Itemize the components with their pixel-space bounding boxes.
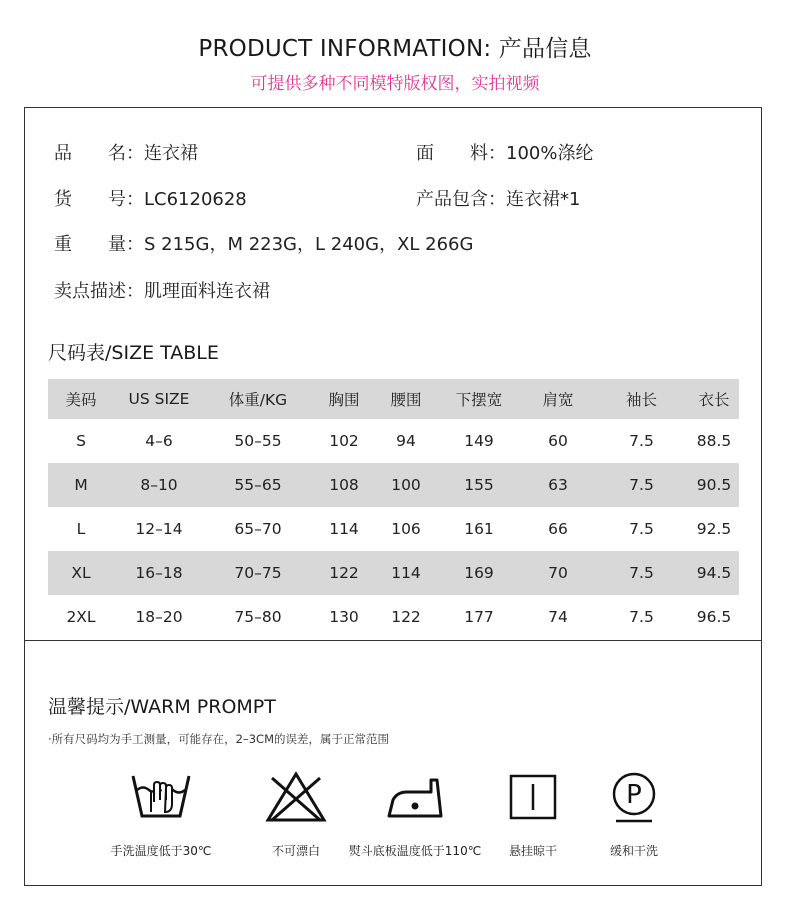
page-subtitle: 可提供多种不同模特版权图，实拍视频 — [250, 74, 540, 94]
table-cell: 75–80 — [234, 608, 282, 626]
table-cell: 102 — [329, 432, 359, 450]
table-cell: 50–55 — [234, 432, 282, 450]
hand-wash-icon — [129, 770, 193, 824]
section-divider — [24, 640, 762, 641]
table-cell: 122 — [329, 564, 359, 582]
table-cell: 122 — [391, 608, 421, 626]
table-cell: 8–10 — [140, 476, 178, 494]
table-cell: 108 — [329, 476, 359, 494]
table-cell: 60 — [548, 432, 568, 450]
table-cell: 63 — [548, 476, 568, 494]
table-cell: 92.5 — [696, 520, 732, 538]
svg-text:P: P — [626, 780, 642, 810]
table-cell: 16–18 — [135, 564, 183, 582]
info-name-value: 连衣裙 — [144, 143, 198, 164]
header-cell: 腰围 — [390, 391, 422, 409]
header-cell: 体重/KG — [228, 391, 288, 409]
table-cell: 96.5 — [696, 608, 732, 626]
care-label: 悬挂晾干 — [508, 844, 557, 858]
info-selling-point — [54, 277, 270, 303]
table-cell: 114 — [391, 564, 421, 582]
table-cell: 7.5 — [629, 564, 654, 582]
table-cell: 55–65 — [234, 476, 282, 494]
table-cell: 100 — [391, 476, 421, 494]
table-cell: 66 — [548, 520, 568, 538]
table-cell: 70 — [548, 564, 568, 582]
table-cell: 18–20 — [135, 608, 183, 626]
care-item-hand-wash — [91, 770, 231, 859]
table-cell: 7.5 — [629, 608, 654, 626]
care-item-dry-clean — [564, 770, 704, 859]
table-cell: 114 — [329, 520, 359, 538]
info-sku-label: 货 号： — [54, 189, 144, 210]
table-cell: 90.5 — [696, 476, 732, 494]
size-table-header — [48, 379, 739, 419]
info-fabric-value: 100%涤纶 — [506, 143, 594, 164]
info-sku — [54, 185, 247, 211]
info-fabric-label: 面 料： — [416, 143, 506, 164]
info-contents-value: 连衣裙*1 — [506, 189, 581, 210]
table-cell: M — [74, 476, 88, 494]
table-cell: 7.5 — [629, 520, 654, 538]
table-cell: 106 — [391, 520, 421, 538]
table-row — [48, 551, 739, 595]
care-label: 不可漂白 — [271, 844, 320, 858]
info-contents-label: 产品包含： — [416, 189, 506, 210]
size-table — [48, 379, 739, 639]
page-title: PRODUCT INFORMATION: 产品信息 — [198, 36, 592, 62]
table-cell: 169 — [464, 564, 494, 582]
table-cell: 7.5 — [629, 476, 654, 494]
no-bleach-icon — [264, 770, 328, 824]
care-label: 熨斗底板温度低于110℃ — [348, 844, 482, 858]
info-contents — [416, 185, 580, 211]
warm-prompt-title: 温馨提示/WARM PROMPT — [48, 696, 276, 718]
table-cell: 4–6 — [145, 432, 173, 450]
table-cell: 2XL — [66, 608, 96, 626]
info-sku-value: LC6120628 — [144, 189, 247, 210]
table-cell: L — [76, 520, 86, 538]
header-cell: 美码 — [65, 391, 97, 409]
table-row — [48, 507, 739, 551]
info-fabric — [416, 139, 593, 165]
table-cell: 70–75 — [234, 564, 282, 582]
table-cell: XL — [71, 564, 91, 582]
table-cell: 88.5 — [696, 432, 732, 450]
header-cell: 胸围 — [328, 391, 360, 409]
measurement-note: ·所有尺码均为手工测量，可能存在，2–3CM的误差，属于正常范围 — [48, 732, 389, 746]
info-weight-value: S 215G，M 223G，L 240G，XL 266G — [144, 234, 474, 255]
header-cell: 衣长 — [698, 391, 730, 409]
table-cell: 149 — [464, 432, 494, 450]
dry-clean-p-icon — [602, 770, 666, 824]
table-cell: 177 — [464, 608, 494, 626]
header-cell: 袖长 — [625, 391, 657, 409]
size-table-title: 尺码表/SIZE TABLE — [48, 342, 219, 364]
hang-dry-icon — [501, 770, 565, 824]
info-name — [54, 139, 198, 165]
table-cell: 12–14 — [135, 520, 183, 538]
table-cell: 130 — [329, 608, 359, 626]
table-cell: 161 — [464, 520, 494, 538]
table-cell: 94.5 — [696, 564, 732, 582]
table-cell: 94 — [396, 432, 416, 450]
info-selling-value: 肌理面料连衣裙 — [144, 281, 270, 302]
iron-low-icon — [383, 770, 447, 824]
table-cell: 74 — [548, 608, 568, 626]
info-weight — [54, 230, 473, 256]
care-label: 手洗温度低于30℃ — [110, 844, 212, 858]
table-cell: 65–70 — [234, 520, 282, 538]
info-weight-label: 重 量： — [54, 234, 144, 255]
header-cell: 下摆宽 — [455, 391, 503, 409]
info-name-label: 品 名： — [54, 143, 144, 164]
table-cell: 155 — [464, 476, 494, 494]
header-cell: 肩宽 — [542, 391, 574, 409]
table-row — [48, 463, 739, 507]
care-label: 缓和干洗 — [609, 844, 658, 858]
table-row — [48, 595, 739, 639]
table-cell: 7.5 — [629, 432, 654, 450]
table-row — [48, 419, 739, 463]
info-selling-label: 卖点描述： — [54, 281, 144, 302]
table-cell: S — [76, 432, 86, 450]
header-cell: US SIZE — [128, 390, 190, 408]
